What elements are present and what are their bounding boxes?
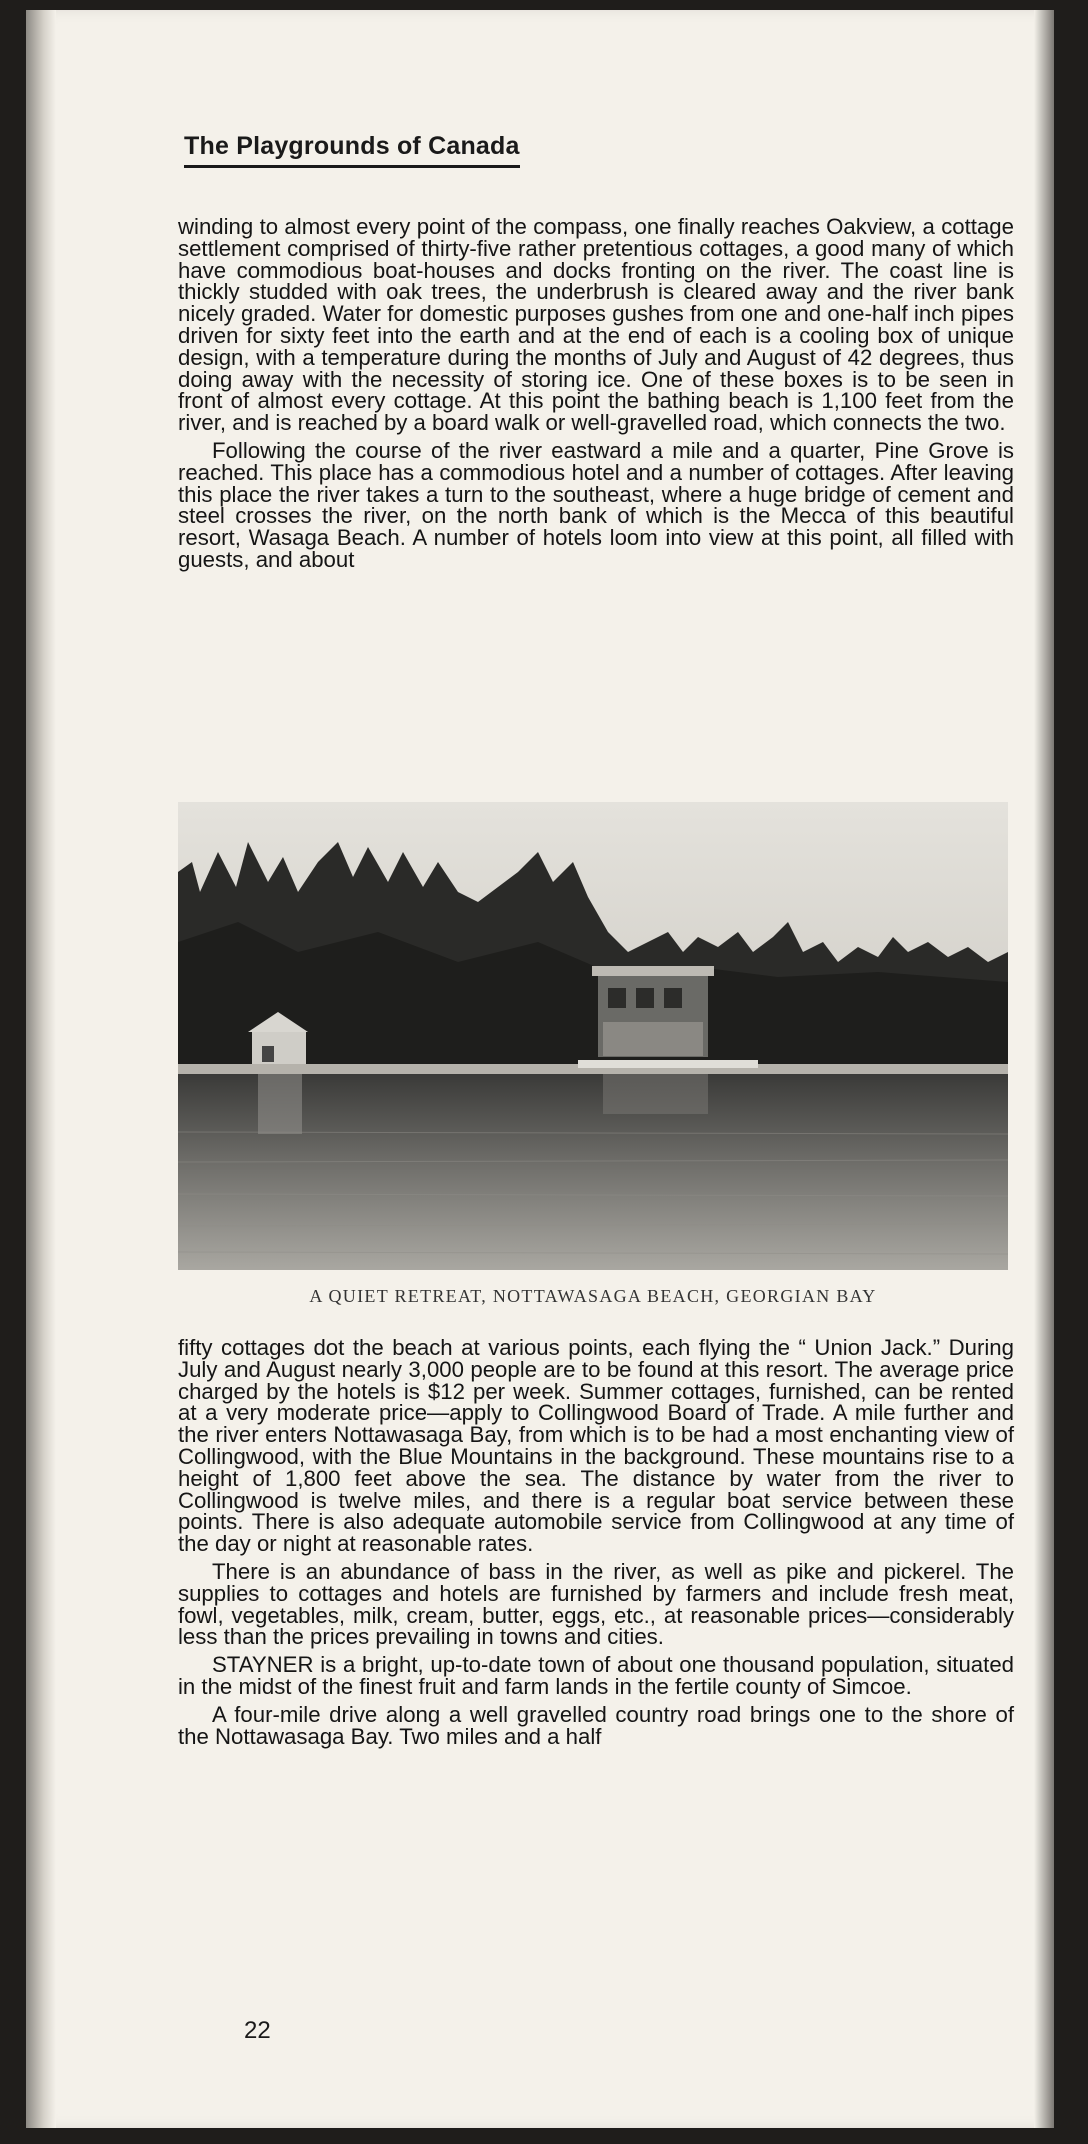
body-text-bottom [178,1337,1014,1753]
photo-illustration [178,802,1008,1270]
paragraph: There is an abundance of bass in the river, as well as pike and pickerel. The supplies to cottages and hotels are furnished by farmers and include fresh meat, fowl, vegetables, milk, cream, butter, eggs, etc., at reasonable prices—considerably less than the prices prevailing in towns and cities. [178,1558,1014,1650]
paragraph: A four-mile drive along a well gravelled country road brings one to the shore of the Nottawasaga Bay. Two miles and a half [178,1701,1014,1749]
page-edge-shadow [1034,10,1054,2128]
paragraph: STAYNER is a bright, up-to-date town of about one thousand population, situated in the midst of the finest fruit and farm lands in the fertile county of Simcoe. [178,1652,1014,1699]
photo-caption: A QUIET RETREAT, NOTTAWASAGA BEACH, GEORGIAN BAY [309,1286,877,1306]
book-page [26,10,1054,2128]
running-title: The Playgrounds of Canada [184,132,520,168]
paragraph: fifty cottages dot the beach at various points, each flying the “ Union Jack.” During July and August nearly 3,000 people are to be found at this resort. The average price charged by the hotels is $12 per week. Summer cottages, furnished, can be rented at a very moderate price—apply to Collingwood Board of Trade. A mile further and the river enters Nottawasaga Bay, from which is to be had a most enchanting view of Collingwood, with the Blue Mountains in the background. These mountains rise to a height of 1,800 feet above the sea. The distance by water from the river to Collingwood is twelve miles, and there is a regular boat service between these points. There is also adequate automobile service from Collingwood at any time of the day or night at reasonable rates. [178,1335,1014,1557]
photograph-lakeside-cottages [178,802,1008,1270]
body-text-top [178,216,1014,577]
book-spine-shadow [26,10,56,2128]
paragraph: winding to almost every point of the compass, one finally reaches Oakview, a cottage settlement comprised of thirty-five rather pretentious cottages, a good many of which have commodious boat-houses and docks fronting on the river. The coast line is thickly studded with oak trees, the underbrush is cleared away and the river bank nicely graded. Water for domestic purposes gushes from one and one-half inch pipes driven for sixty feet into the earth and at the end of each is a cooling box of unique design, with a temperature during the months of July and August of 42 degrees, thus doing away with the necessity of storing ice. One of these boxes is to be seen in front of almost every cottage. At this point the bathing beach is 1,100 feet from the river, and is reached by a board walk or well-gravelled road, which connects the two. [178,214,1014,436]
paragraph: Following the course of the river eastward a mile and a quarter, Pine Grove is reached. This place has a commodious hotel and a number of cottages. After leaving this place the river takes a turn to the southeast, where a huge bridge of cement and steel crosses the river, on the north bank of which is the Mecca of this beautiful resort, Wasaga Beach. A number of hotels loom into view at this point, all filled with guests, and about [178,437,1014,572]
page-number: 22 [244,2017,271,2044]
